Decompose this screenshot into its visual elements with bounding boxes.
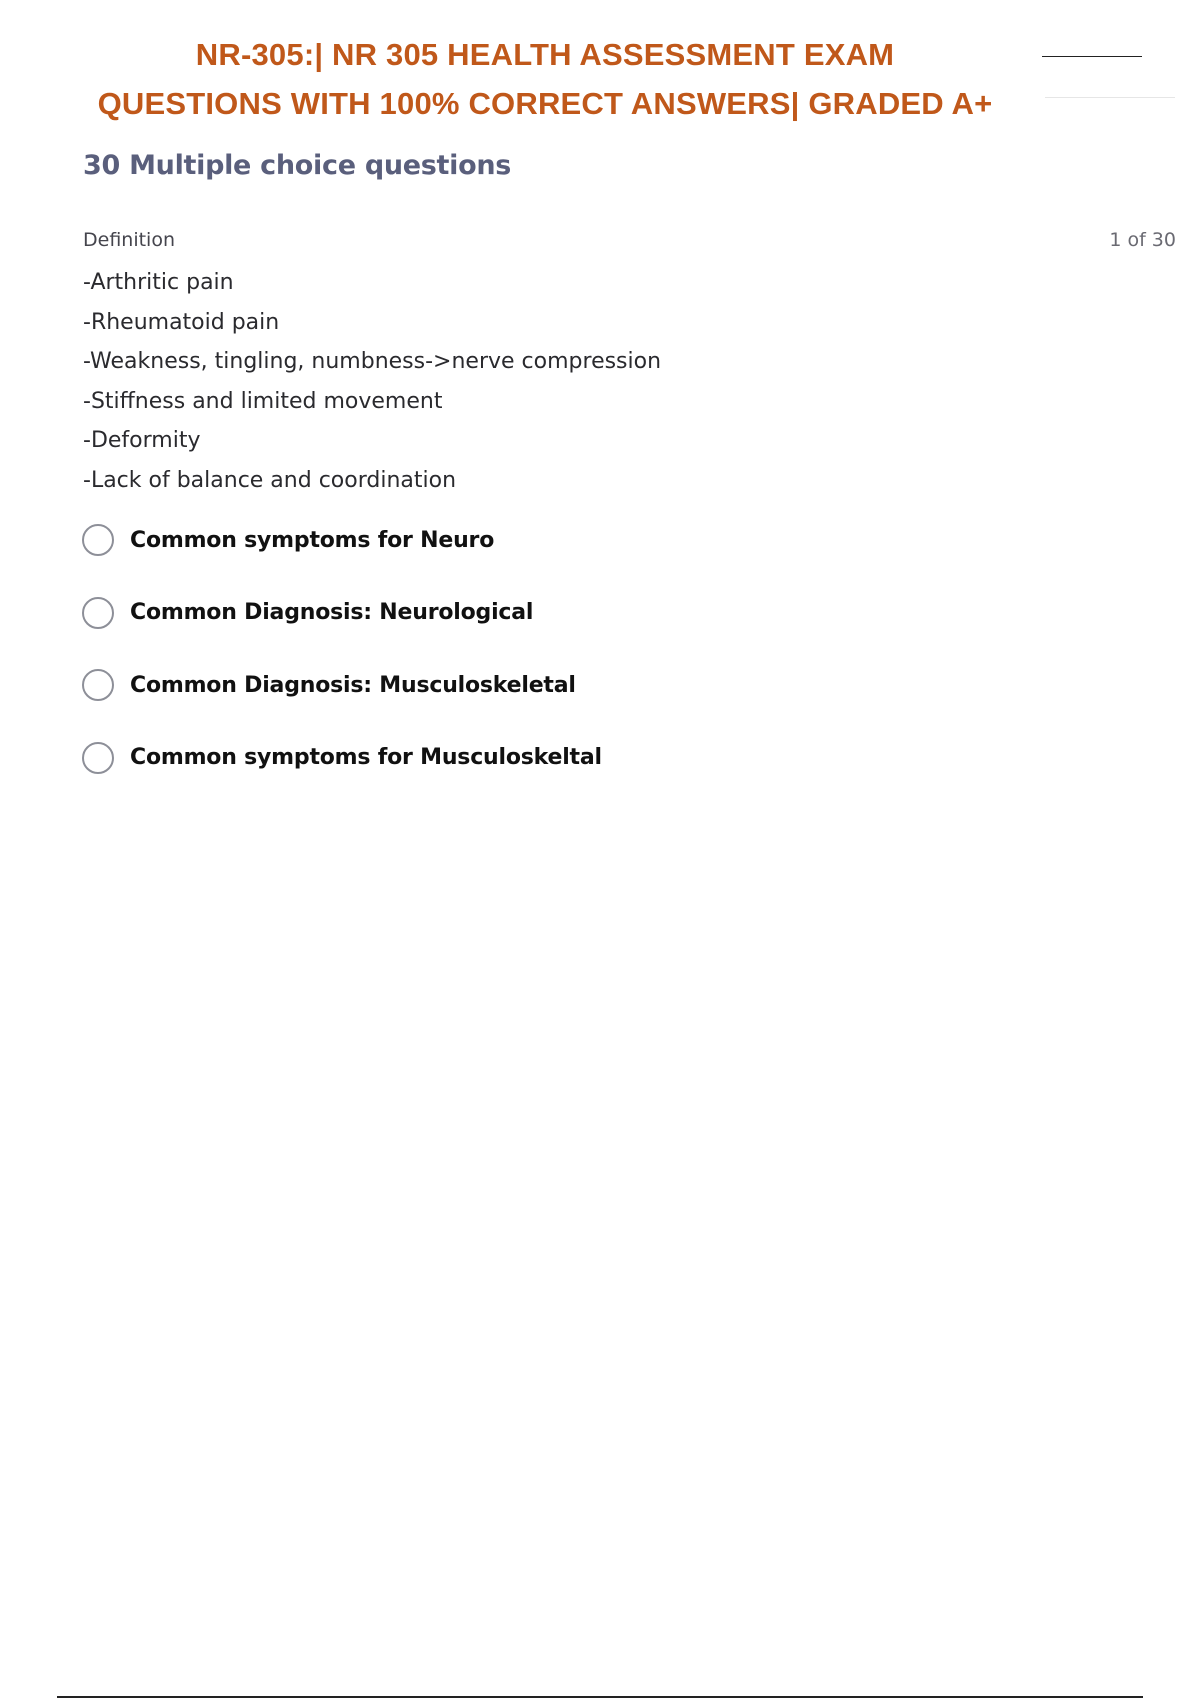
question-counter: 1 of 30 bbox=[1109, 229, 1176, 251]
answer-option-label: Common symptoms for Neuro bbox=[130, 527, 495, 553]
definition-line: -Lack of balance and coordination bbox=[83, 467, 457, 493]
radio-button-3[interactable] bbox=[82, 669, 114, 701]
answer-option-2[interactable] bbox=[82, 593, 602, 633]
answer-option-3[interactable] bbox=[82, 665, 602, 705]
radio-button-1[interactable] bbox=[82, 524, 114, 556]
footer-divider bbox=[57, 1696, 1143, 1698]
term-label: Definition bbox=[83, 229, 176, 251]
answer-option-label: Common symptoms for Musculoskeltal bbox=[130, 745, 602, 770]
radio-button-2[interactable] bbox=[82, 597, 114, 629]
title-divider-dark bbox=[1042, 56, 1142, 57]
answer-option-1[interactable] bbox=[82, 520, 602, 560]
answer-options bbox=[82, 520, 602, 810]
definition-line: -Stiffness and limited movement bbox=[83, 388, 443, 414]
definition-text bbox=[83, 263, 661, 500]
quiz-heading: 30 Multiple choice questions bbox=[83, 150, 512, 181]
definition-line: -Rheumatoid pain bbox=[83, 309, 280, 335]
title-divider-light bbox=[1045, 97, 1175, 98]
definition-line: -Arthritic pain bbox=[83, 270, 234, 295]
definition-line: -Deformity bbox=[83, 428, 201, 453]
definition-line: -Weakness, tingling, numbness->nerve compression bbox=[83, 349, 662, 374]
answer-option-4[interactable] bbox=[82, 738, 602, 778]
document-title-line-2: QUESTIONS WITH 100% CORRECT ANSWERS| GRADED A+ bbox=[97, 86, 993, 121]
document-title bbox=[40, 30, 1050, 128]
document-title-line-1: NR-305:| NR 305 HEALTH ASSESSMENT EXAM bbox=[195, 37, 895, 72]
answer-option-label: Common Diagnosis: Neurological bbox=[130, 600, 534, 625]
radio-button-4[interactable] bbox=[82, 742, 114, 774]
answer-option-label: Common Diagnosis: Musculoskeletal bbox=[130, 672, 576, 698]
